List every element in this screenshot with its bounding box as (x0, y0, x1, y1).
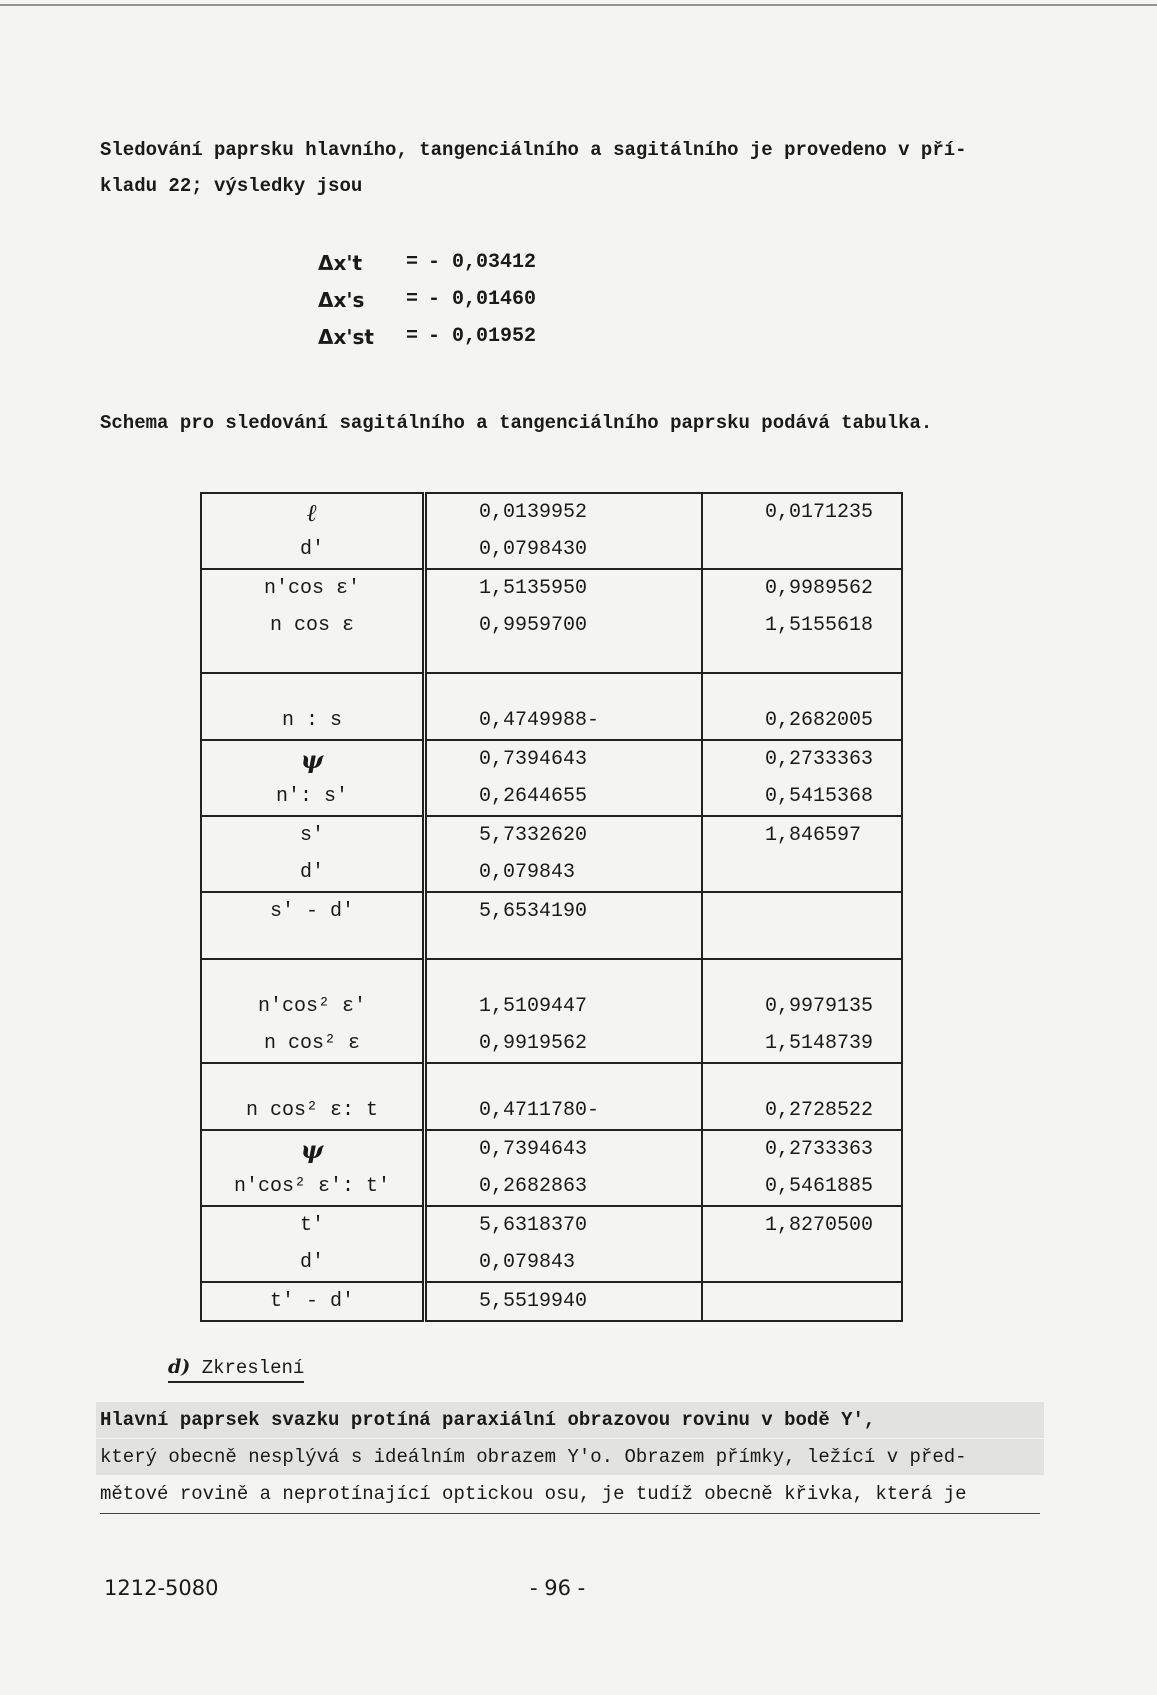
value-cell-1 (425, 493, 703, 569)
equations-block (318, 244, 536, 355)
cell-value: 0,2682005 (765, 709, 874, 732)
cell-value: 0,2733363 (765, 748, 874, 771)
row-label-cell (201, 892, 425, 959)
equation-lhs: Δx's (318, 287, 365, 312)
equation-lhs: Δx'st (318, 324, 374, 349)
row-label-cell (201, 1130, 425, 1206)
row-label: ψ (300, 745, 324, 774)
table-row (201, 959, 902, 1063)
table-body (201, 493, 902, 1321)
value-cell-1 (425, 1063, 703, 1130)
value-cell-1 (425, 1130, 703, 1206)
equation-sign: = (406, 251, 419, 274)
row-label-cell (201, 1282, 425, 1321)
page-number: - 96 - (530, 1576, 586, 1600)
row-label: n cos² ε (263, 1032, 360, 1055)
ray-trace-table (200, 492, 903, 1322)
table-row (201, 569, 902, 673)
row-label: n'cos ε' (263, 577, 360, 600)
cell-value (765, 854, 901, 891)
value-cell-1 (425, 892, 703, 959)
table-row (201, 1130, 902, 1206)
equation-value: - 0,03412 (428, 251, 537, 274)
cell-value: 0,2682863 (479, 1175, 588, 1198)
schema-sentence: Schema pro sledování sagitálního a tangenciálního paprsku podává tabulka. (100, 412, 933, 434)
equation-row (318, 318, 536, 355)
value-cell-2 (702, 740, 902, 816)
section-letter: d) (168, 1356, 191, 1378)
row-label: n : s (281, 709, 342, 732)
value-cell-2 (702, 1130, 902, 1206)
cell-value: 0,2644655 (479, 785, 588, 808)
cell-value: 1,846597 (765, 824, 862, 847)
row-label-cell (201, 1206, 425, 1282)
value-cell-2 (702, 892, 902, 959)
cell-value: 0,5461885 (765, 1175, 874, 1198)
equation-row (318, 244, 536, 281)
cell-value: 1,5135950 (479, 577, 588, 600)
row-label: t' (299, 1214, 324, 1237)
table-row (201, 1206, 902, 1282)
cell-value: 1,5155618 (765, 614, 874, 637)
cell-value: 0,4711780- (479, 1099, 600, 1122)
row-label-cell (201, 959, 425, 1063)
value-cell-1 (425, 673, 703, 740)
row-label: d' (299, 538, 324, 561)
cell-value: 0,7394643 (479, 1138, 588, 1161)
row-label: d' (299, 861, 324, 884)
cell-value: 1,8270500 (765, 1214, 874, 1237)
row-label: n'cos² ε': t' (233, 1175, 391, 1198)
equation-lhs: Δx't (318, 250, 363, 275)
cell-value: 0,5415368 (765, 785, 874, 808)
cell-value: 0,0798430 (479, 538, 588, 561)
section-heading (168, 1356, 304, 1379)
cell-value: 0,2728522 (765, 1099, 874, 1122)
value-cell-2 (702, 673, 902, 740)
cell-value: 0,4749988- (479, 709, 600, 732)
cell-value (765, 893, 901, 930)
para-line-2: který obecně nesplývá s ideálním obrazem Y'o. Obrazem přímky, ležící v před- (100, 1446, 967, 1468)
value-cell-2 (702, 1206, 902, 1282)
table-row (201, 816, 902, 892)
value-cell-1 (425, 1206, 703, 1282)
cell-value: 1,5148739 (765, 1032, 874, 1055)
cell-value: 5,6534190 (479, 900, 588, 923)
cell-value: 5,5519940 (479, 1290, 588, 1313)
cell-value: 0,9919562 (479, 1032, 588, 1055)
cell-value: 0,079843 (479, 861, 576, 884)
row-label-cell (201, 493, 425, 569)
table-row (201, 1063, 902, 1130)
table-row (201, 1282, 902, 1321)
cell-value: 0,0139952 (479, 501, 588, 524)
cell-value: 5,6318370 (479, 1214, 588, 1237)
row-label-cell (201, 1063, 425, 1130)
row-label: t' - d' (269, 1290, 354, 1313)
value-cell-2 (702, 1063, 902, 1130)
row-label: s' - d' (269, 900, 354, 923)
row-label-cell (201, 816, 425, 892)
para-line-3: mětové rovině a neprotínající optickou osu, je tudíž obecně křivka, která je (100, 1476, 1040, 1514)
value-cell-2 (702, 816, 902, 892)
document-code: 1212-5080 (104, 1576, 219, 1600)
row-label: n cos² ε: t (245, 1099, 379, 1122)
row-label: s' (299, 824, 324, 847)
cell-value (765, 1283, 901, 1320)
intro-paragraph (100, 132, 1040, 204)
cell-value: 0,0171235 (765, 501, 874, 524)
cell-value: 0,9959700 (479, 614, 588, 637)
value-cell-2 (702, 493, 902, 569)
cell-value: 0,9979135 (765, 995, 874, 1018)
top-rule (0, 4, 1157, 6)
row-label: d' (299, 1251, 324, 1274)
row-label: n': s' (275, 785, 348, 808)
value-cell-2 (702, 1282, 902, 1321)
intro-line-2: kladu 22; výsledky jsou (100, 175, 363, 197)
table-row (201, 493, 902, 569)
row-label-cell (201, 569, 425, 673)
table-row (201, 740, 902, 816)
equation-value: - 0,01952 (428, 325, 537, 348)
cell-value (765, 531, 901, 568)
cell-value: 0,079843 (479, 1251, 576, 1274)
row-label-cell (201, 673, 425, 740)
value-cell-1 (425, 816, 703, 892)
body-paragraph (100, 1402, 1040, 1514)
cell-value: 5,7332620 (479, 824, 588, 847)
value-cell-1 (425, 569, 703, 673)
cell-value: 0,7394643 (479, 748, 588, 771)
intro-line-1: Sledování paprsku hlavního, tangenciálního a sagitálního je provedeno v pří- (100, 139, 967, 161)
row-label: n'cos² ε' (257, 995, 367, 1018)
value-cell-2 (702, 569, 902, 673)
cell-value (765, 1244, 901, 1281)
value-cell-1 (425, 740, 703, 816)
equation-sign: = (406, 288, 419, 311)
table-row (201, 892, 902, 959)
table-row (201, 673, 902, 740)
cell-value: 1,5109447 (479, 995, 588, 1018)
equation-row (318, 281, 536, 318)
section-title: Zkreslení (201, 1357, 305, 1379)
row-label: ℓ (306, 498, 318, 527)
para-line-1: Hlavní paprsek svazku protíná paraxiální obrazovou rovinu v bodě Y', (100, 1409, 876, 1431)
value-cell-1 (425, 1282, 703, 1321)
cell-value: 0,9989562 (765, 577, 874, 600)
value-cell-2 (702, 959, 902, 1063)
row-label-cell (201, 740, 425, 816)
cell-value: 0,2733363 (765, 1138, 874, 1161)
row-label: ψ (300, 1135, 324, 1164)
row-label: n cos ε (269, 614, 354, 637)
equation-value: - 0,01460 (428, 288, 537, 311)
value-cell-1 (425, 959, 703, 1063)
equation-sign: = (406, 325, 419, 348)
